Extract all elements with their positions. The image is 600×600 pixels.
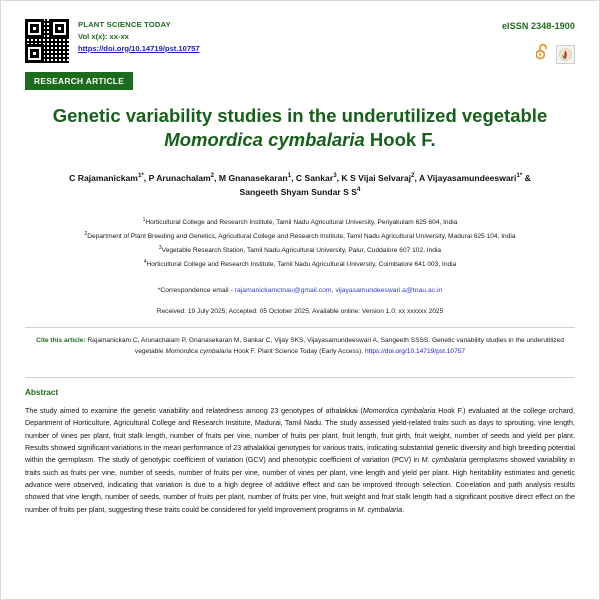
abstract-species-2: M. cymbalaria <box>421 456 467 465</box>
author-list: C Rajamanickam$^{1*}$, P Arunachalam$^2$, M Gnanasekaran$^1$, C Sankar$^3$, K S Vijai Selvaraj$^2$, A Vijayasamundeeswari$^{1*}$ & Sangeeth Shyam Sundar S $S^4$ <box>69 171 531 198</box>
cite-species: Momordica cymbalaria <box>165 347 232 355</box>
eissn-text: eISSN 2348-1900 <box>501 21 575 31</box>
affiliation-marker: 3 <box>158 245 162 252</box>
page-title <box>25 104 575 153</box>
cite-divider-bottom <box>25 377 575 378</box>
journal-volume: Vol x(x): xx-xx <box>78 31 129 41</box>
abstract-heading: Abstract <box>25 388 59 398</box>
author-item <box>296 173 337 183</box>
author-item <box>149 173 215 183</box>
title-line-1: Genetic variability studies in the underutilized vegetable <box>52 105 548 126</box>
author-affiliation-marker: 1* <box>137 171 144 179</box>
abstract-part-3: germplasms showed variability in traits such as fruits per vine, number of seeds, number of fruits per vine, number of vines per plant, vine length and yield per plant. High heritability estimates and genetic advance were observed, indicating that variation is due to a high degree of additive effect and can be improved through selection. Correlation and path analysis results showed that vine length, number of seeds, number of fruits per plant, number of fruits per vine, fruit weight and fruit stalk length had a significant positive direct effect on the number of fruits per plant, suggesting these traits could be considered for yield improvement programs in <box>25 456 575 514</box>
author-item <box>219 173 291 183</box>
abstract-part-2: Hook F.) evaluated at the college orchard, Department of Horticulture, Agricultural College and Research Institute, Madurai, Tamil Nadu. The study assessed yield-related traits such as days to sprouting, vine length, number of vines per plant, fruit stalk length, number of fruits per vine, number of fruits per plant, fruit length, fruit girth, fruit weight, number of seeds and yield per plant. Results showed significant variations in the mean performance of 23 athalakkai genotypes for various traits, indicating substantial genetic diversity and high breeding potential within the germplasm. The study of genotypic coefficient of variation (GCV) and phenotypic coefficient of variation (PCV) in <box>25 407 576 465</box>
journal-name: PLANT SCIENCE TODAY <box>78 20 171 29</box>
qr-code-icon[interactable] <box>25 19 69 63</box>
abstract-part-4: . <box>402 505 405 514</box>
affiliation-marker: 1 <box>142 217 146 224</box>
masthead <box>25 19 575 65</box>
title-species: Momordica cymbalaria <box>164 129 365 151</box>
affiliation-item <box>25 230 575 244</box>
affiliation-text: Horticultural College and Research Institute, Tamil Nadu Agricultural University, Coimbatore 641 003, India <box>146 261 457 269</box>
author-name: P Arunachalam <box>148 172 211 183</box>
cite-label: Cite this article: <box>36 336 86 344</box>
affiliation-text: Vegetable Research Station, Tamil Nadu Agricultural University, Palur, Cuddalore 607 102, India <box>161 247 442 255</box>
masthead-right <box>502 19 575 65</box>
author-item <box>240 187 361 197</box>
correspondence <box>25 287 575 294</box>
open-access-lock-icon[interactable] <box>536 43 549 65</box>
author-name: M Gnanasekaran <box>218 172 288 183</box>
abstract-species-1: Momordica cymbalaria <box>362 407 436 416</box>
journal-doi-link[interactable]: https://doi.org/10.14719/pst.10757 <box>78 43 200 53</box>
author-name: A Vijayasamundeeswari <box>418 172 517 183</box>
access-icons <box>502 43 575 65</box>
affiliation-text: Horticultural College and Research Institute, Tamil Nadu Agricultural University, Periyakulam 625 604, India <box>145 219 458 227</box>
research-article-badge: RESEARCH ARTICLE <box>25 72 133 90</box>
author-affiliation-marker: 2 <box>210 171 215 179</box>
affiliation-marker: 2 <box>84 231 88 238</box>
cite-this-article <box>25 328 575 366</box>
affiliation-item <box>25 216 575 230</box>
author-affiliation-marker: 1 <box>287 171 292 179</box>
author-name: C Rajamanickam <box>69 172 138 183</box>
title-authority: Hook F. <box>369 129 436 151</box>
affiliation-marker: 4 <box>143 259 147 266</box>
cite-text-after: Hook F. Plant Science Today (Early Access). <box>233 347 364 355</box>
author-name: K S Vijai Selvaraj <box>341 172 412 183</box>
correspondence-label: *Correspondence email - <box>157 286 233 294</box>
author-affiliation-marker: 4 <box>357 186 361 194</box>
abstract-part-1: The study aimed to examine the genetic variability and relatedness among 23 genotypes of athalakkai ( <box>25 407 363 416</box>
cite-text-before: Rajamanickam C, Arunachalam P, Gnanasekaran M, Sankar C, Vijay SKS, Vijayasamundeeswari A, Sangeeth SSSS. Genetic variability studies in the underutilized vegetable <box>87 336 564 355</box>
affiliation-item <box>25 258 575 272</box>
author-affiliation-marker: 1* <box>516 171 523 179</box>
masthead-left <box>25 19 200 63</box>
authors-ampersand: & <box>524 172 531 183</box>
author-affiliation-marker: 3 <box>333 171 337 179</box>
affiliation-item <box>25 244 575 258</box>
author-name: C Sankar <box>295 172 334 183</box>
journal-info <box>78 19 200 54</box>
cite-doi-link[interactable]: https://doi.org/10.14719/pst.10757 <box>365 347 466 355</box>
abstract-species-3: M. cymbalaria <box>357 505 403 514</box>
author-affiliation-marker: 2 <box>411 171 415 179</box>
author-item <box>341 173 414 183</box>
correspondence-email-link[interactable]: rajamanickamctnau@gmail.com, vijayasamundeeswari.a@tnau.ac.in <box>234 286 443 294</box>
author-name: Sangeeth Shyam Sundar S S <box>239 187 358 198</box>
journal-logo-icon[interactable] <box>556 45 575 64</box>
author-item <box>419 173 522 183</box>
affiliation-text: Department of Plant Breeding and Genetics, Agricultural College and Research Institute, Tamil Nadu Agricultural University, Madurai 625 104, India <box>87 233 516 241</box>
affiliations <box>25 216 575 272</box>
publication-dates: Received: 19 July 2025; Accepted: 05 October 2025; Available online: Version 1.0: xx xxxxxx 2025 <box>156 307 444 315</box>
author-item <box>69 173 144 183</box>
abstract-body <box>25 405 575 516</box>
